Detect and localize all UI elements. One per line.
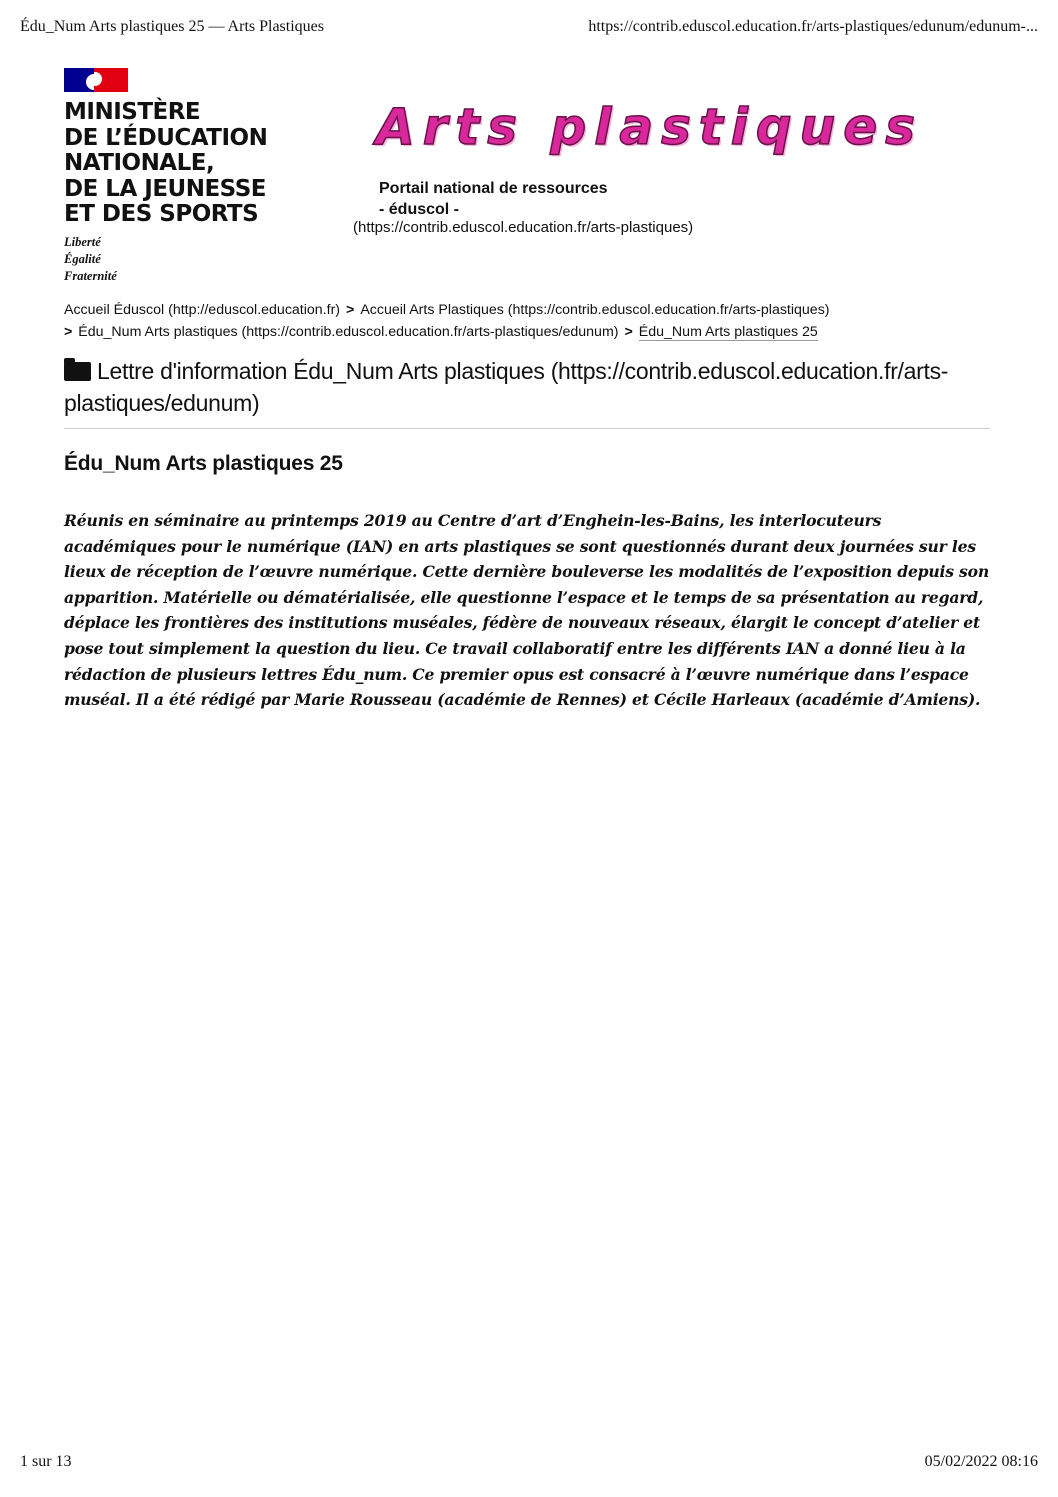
motto-line: Fraternité xyxy=(64,268,117,283)
breadcrumb-item-edunum[interactable]: Édu_Num Arts plastiques (https://contrib.eduscol.education.fr/arts-plastiques/edunum) xyxy=(78,324,619,340)
motto-line: Égalité xyxy=(64,251,101,266)
portal-line: Portail national de ressources xyxy=(379,180,608,197)
ministry-logo[interactable] xyxy=(64,68,304,285)
folder-icon xyxy=(64,362,91,381)
category-link[interactable]: Lettre d'information Édu_Num Arts plastiques (https://contrib.eduscol.education.fr/arts-plastiques/edunum) xyxy=(64,358,949,416)
print-page-url: https://contrib.eduscol.education.fr/arts-plastiques/edunum/edunum-... xyxy=(588,18,1038,35)
ministry-name-line: NATIONALE, xyxy=(64,150,215,176)
category-heading[interactable] xyxy=(64,355,990,419)
article-title: Édu_Num Arts plastiques 25 xyxy=(64,452,343,475)
breadcrumb-item-eduscol[interactable]: Accueil Éduscol (http://eduscol.education.fr) xyxy=(64,302,341,318)
ministry-name-line: ET DES SPORTS xyxy=(64,201,259,227)
marianne-flag-icon xyxy=(64,68,128,92)
portal-url[interactable]: (https://contrib.eduscol.education.fr/arts-plastiques) xyxy=(353,219,694,236)
republic-motto xyxy=(64,234,304,285)
ministry-name-line: DE L’ÉDUCATION xyxy=(64,124,268,151)
print-footer xyxy=(20,1453,1038,1475)
breadcrumb-separator: > xyxy=(624,324,633,340)
divider xyxy=(64,428,990,429)
breadcrumb-separator: > xyxy=(64,324,73,340)
breadcrumb xyxy=(64,299,964,343)
motto-line: Liberté xyxy=(64,234,101,249)
ministry-name xyxy=(64,100,304,228)
page-number: 1 sur 13 xyxy=(20,1453,72,1470)
portal-tagline xyxy=(379,178,608,220)
portal-line: - éduscol - xyxy=(379,201,460,218)
breadcrumb-item-arts-plastiques[interactable]: Accueil Arts Plastiques (https://contrib.eduscol.education.fr/arts-plastiques) xyxy=(360,302,830,318)
ministry-name-line: DE LA JEUNESSE xyxy=(64,175,266,202)
site-logo[interactable]: Arts plastiques xyxy=(376,98,923,156)
breadcrumb-item-current[interactable]: Édu_Num Arts plastiques 25 xyxy=(638,324,818,340)
print-datetime: 05/02/2022 08:16 xyxy=(924,1453,1038,1470)
article-intro: Réunis en séminaire au printemps 2019 au Centre d’art d’Enghein-les-Bains, les interlocuteurs académiques pour le numérique (IAN) en arts plastiques se sont questionnés durant deux journées sur les lieux de réception de l’œuvre numérique. Cette dernière bouleverse les modalités de l’exposition depuis son apparition. Matérielle ou dématérialisée, elle questionne l’espace et le temps de sa présentation au regard, déplace les frontières des institutions muséales, fédère de nouveaux réseaux, élargit le concept d’atelier et pose tout simplement la question du lieu. Ce travail collaboratif entre les différents IAN a donné lieu à la rédaction de plusieurs lettres Édu_num. Ce premier opus est consacré à l’œuvre numérique dans l’espace muséal. Il a été rédigé par Marie Rousseau (académie de Rennes) et Cécile Harleaux (académie d’Amiens). xyxy=(64,511,989,710)
ministry-name-line: MINISTÈRE xyxy=(64,99,201,125)
print-page-title: Édu_Num Arts plastiques 25 — Arts Plastiques xyxy=(20,18,324,35)
breadcrumb-separator: > xyxy=(346,302,355,318)
print-header xyxy=(20,18,1038,42)
